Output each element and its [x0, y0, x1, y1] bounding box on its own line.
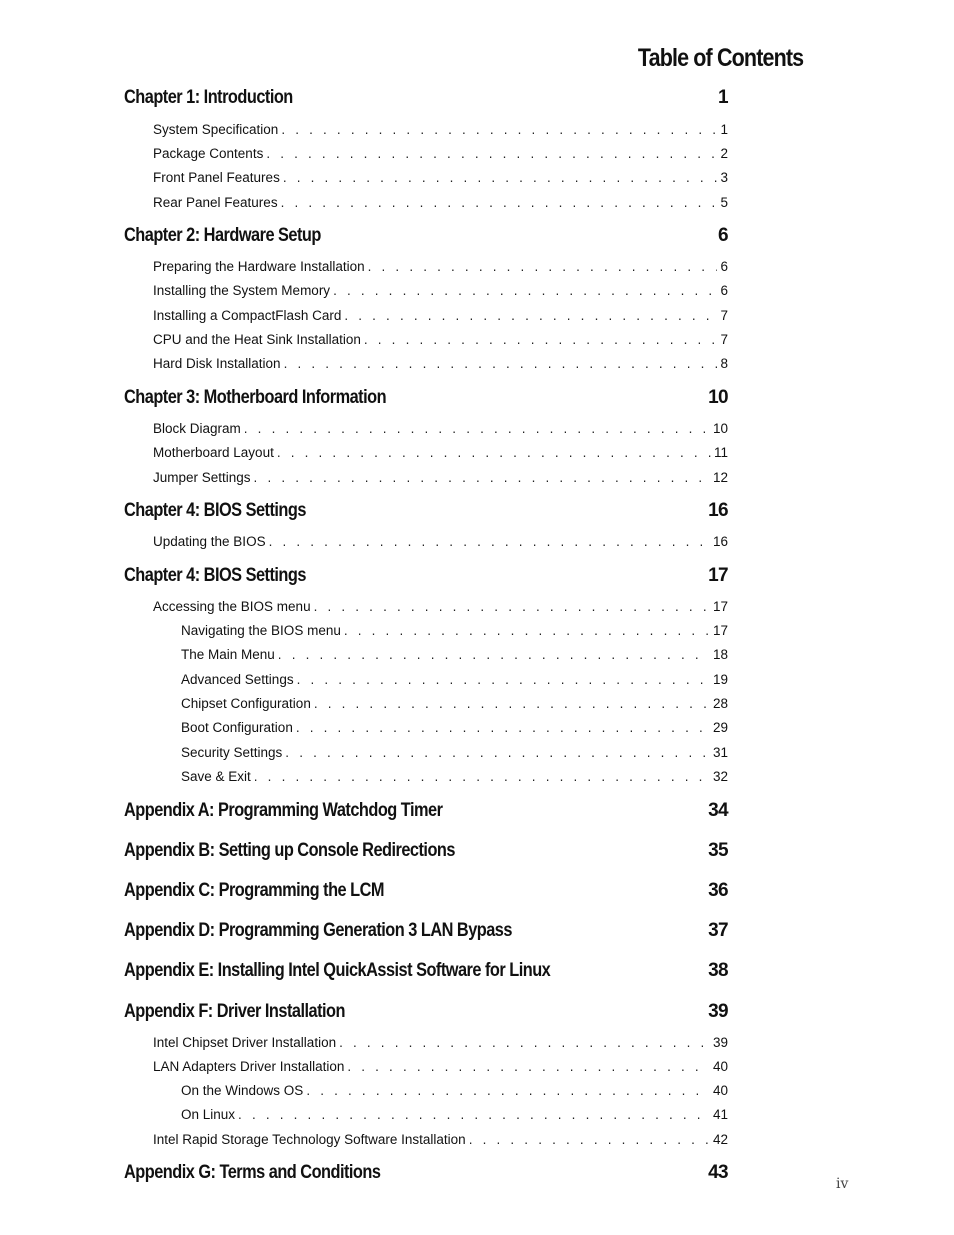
toc-entry-page: 32	[712, 769, 728, 784]
toc-entry-page: 36	[708, 880, 728, 901]
toc-entry-page: 38	[708, 960, 728, 981]
toc-dot-leader	[344, 623, 710, 638]
toc-dot-leader	[364, 332, 718, 347]
toc-dot-leader	[281, 195, 718, 210]
toc-section-entry[interactable]	[181, 647, 728, 662]
toc-entry-label: LAN Adapters Driver Installation	[153, 1059, 345, 1074]
toc-entry-page: 28	[712, 696, 728, 711]
toc-chapter-entry[interactable]	[124, 500, 728, 522]
toc-entry-page: 11	[713, 445, 728, 460]
toc-dot-leader	[281, 122, 717, 137]
toc-entry-page: 3	[720, 170, 728, 185]
toc-dot-leader	[339, 1035, 710, 1050]
toc-entry-label: System Specification	[153, 122, 279, 137]
toc-section-entry[interactable]	[153, 283, 728, 298]
toc-entry-label: Motherboard Layout	[153, 445, 274, 460]
toc-entry-label: Block Diagram	[153, 421, 241, 436]
toc-section-entry[interactable]	[153, 421, 728, 436]
toc-dot-leader	[277, 445, 711, 460]
toc-entry-label: Security Settings	[181, 745, 283, 760]
toc-entry-page: 10	[708, 387, 728, 408]
toc-entry-label: Chapter 3: Motherboard Information	[124, 387, 387, 408]
toc-chapter-entry[interactable]	[124, 880, 728, 902]
toc-entry-label: Installing a CompactFlash Card	[153, 308, 342, 323]
toc-entry-label: Advanced Settings	[181, 672, 294, 687]
toc-entry-label: Preparing the Hardware Installation	[153, 259, 365, 274]
toc-chapter-entry[interactable]	[124, 960, 728, 982]
toc-entry-page: 42	[712, 1132, 728, 1147]
toc-dot-leader	[469, 1132, 710, 1147]
toc-entry-label: Updating the BIOS	[153, 534, 266, 549]
toc-section-entry[interactable]	[153, 356, 728, 371]
toc-entry-label: Appendix F: Driver Installation	[124, 1001, 345, 1022]
toc-dot-leader	[314, 696, 710, 711]
toc-entry-page: 5	[720, 195, 728, 210]
toc-entry-label: Navigating the BIOS menu	[181, 623, 341, 638]
toc-section-entry[interactable]	[153, 195, 728, 210]
toc-dot-leader	[296, 720, 710, 735]
toc-section-entry[interactable]	[181, 1107, 728, 1122]
toc-section-entry[interactable]	[153, 170, 728, 185]
toc-section-entry[interactable]	[181, 623, 728, 638]
toc-section-entry[interactable]	[153, 445, 728, 460]
toc-entry-page: 18	[712, 647, 728, 662]
toc-entry-page: 43	[708, 1162, 728, 1183]
toc-entry-page: 35	[708, 840, 728, 861]
toc-entry-label: Appendix B: Setting up Console Redirections	[124, 840, 455, 861]
toc-chapter-entry[interactable]	[124, 565, 728, 587]
toc-dot-leader	[266, 146, 717, 161]
toc-dot-leader	[333, 283, 717, 298]
toc-entry-page: 6	[718, 225, 728, 246]
toc-entry-page: 40	[712, 1059, 728, 1074]
toc-dot-leader	[238, 1107, 710, 1122]
toc-section-entry[interactable]	[181, 769, 728, 784]
toc-entry-label: Boot Configuration	[181, 720, 293, 735]
toc-chapter-entry[interactable]	[124, 840, 728, 862]
toc-entry-label: Jumper Settings	[153, 470, 251, 485]
toc-dot-leader	[306, 1083, 710, 1098]
toc-entry-label: The Main Menu	[181, 647, 275, 662]
toc-dot-leader	[254, 470, 710, 485]
toc-entry-page: 17	[708, 565, 728, 586]
toc-chapter-entry[interactable]	[124, 1162, 728, 1184]
toc-chapter-entry[interactable]	[124, 87, 728, 109]
toc-entry-page: 16	[712, 534, 728, 549]
toc-entry-page: 17	[712, 599, 728, 614]
toc-section-entry[interactable]	[153, 332, 728, 347]
toc-dot-leader	[254, 769, 710, 784]
toc-entry-label: On the Windows OS	[181, 1083, 304, 1098]
toc-entry-page: 39	[712, 1035, 728, 1050]
toc-entry-page: 29	[712, 720, 728, 735]
toc-entry-page: 41	[712, 1107, 728, 1122]
toc-entry-page: 8	[720, 356, 728, 371]
toc-entry-label: Intel Rapid Storage Technology Software Installation	[153, 1132, 466, 1147]
toc-dot-leader	[244, 421, 710, 436]
toc-section-entry[interactable]	[153, 1059, 728, 1074]
toc-entry-page: 40	[712, 1083, 728, 1098]
toc-section-entry[interactable]	[153, 534, 728, 549]
toc-section-entry[interactable]	[181, 672, 728, 687]
toc-entry-label: Installing the System Memory	[153, 283, 331, 298]
toc-entry-label: Package Contents	[153, 146, 264, 161]
toc-chapter-entry[interactable]	[124, 225, 728, 247]
toc-entry-label: Appendix D: Programming Generation 3 LAN Bypass	[124, 920, 512, 941]
page-number: iv	[836, 1176, 849, 1192]
toc-chapter-entry[interactable]	[124, 1001, 728, 1023]
toc-dot-leader	[314, 599, 710, 614]
toc-section-entry[interactable]	[181, 720, 728, 735]
toc-entry-label: Accessing the BIOS menu	[153, 599, 311, 614]
toc-section-entry[interactable]	[181, 1083, 728, 1098]
toc-entry-label: Appendix E: Installing Intel QuickAssist Software for Linux	[124, 960, 551, 981]
toc-chapter-entry[interactable]	[124, 800, 728, 822]
toc-dot-leader	[347, 1059, 710, 1074]
toc-entry-page: 1	[718, 87, 728, 108]
toc-dot-leader	[344, 308, 717, 323]
toc-entry-label: Appendix A: Programming Watchdog Timer	[124, 800, 443, 821]
toc-chapter-entry[interactable]	[124, 920, 728, 942]
toc-entry-label: Hard Disk Installation	[153, 356, 281, 371]
toc-section-entry[interactable]	[153, 122, 728, 137]
toc-entry-page: 31	[712, 745, 728, 760]
toc-entry-page: 10	[712, 421, 728, 436]
toc-dot-leader	[278, 647, 710, 662]
toc-section-entry[interactable]	[153, 599, 728, 614]
toc-entry-page: 6	[720, 259, 728, 274]
toc-dot-leader	[368, 259, 718, 274]
toc-entry-label: Save & Exit	[181, 769, 251, 784]
toc-entry-label: Chapter 4: BIOS Settings	[124, 500, 306, 521]
toc-entry-page: 39	[708, 1001, 728, 1022]
page-title: Table of Contents	[637, 44, 803, 72]
toc-entry-label: Rear Panel Features	[153, 195, 278, 210]
toc-entry-page: 1	[720, 122, 728, 137]
toc-entry-label: Appendix C: Programming the LCM	[124, 880, 384, 901]
toc-dot-leader	[269, 534, 710, 549]
toc-entry-label: Chapter 4: BIOS Settings	[124, 565, 306, 586]
toc-entry-page: 12	[712, 470, 728, 485]
toc-entry-label: Chapter 2: Hardware Setup	[124, 225, 321, 246]
toc-dot-leader	[285, 745, 710, 760]
toc-entry-label: Intel Chipset Driver Installation	[153, 1035, 337, 1050]
toc-entry-page: 6	[720, 283, 728, 298]
toc-section-entry[interactable]	[153, 1132, 728, 1147]
toc-entry-label: Front Panel Features	[153, 170, 280, 185]
toc-entry-page: 37	[708, 920, 728, 941]
toc-entry-page: 7	[720, 332, 728, 347]
toc-dot-leader	[297, 672, 710, 687]
toc-entry-label: Chipset Configuration	[181, 696, 311, 711]
toc-entry-label: CPU and the Heat Sink Installation	[153, 332, 361, 347]
toc-chapter-entry[interactable]	[124, 387, 728, 409]
toc-entry-page: 7	[720, 308, 728, 323]
toc-entry-label: Appendix G: Terms and Conditions	[124, 1162, 381, 1183]
toc-dot-leader	[283, 170, 718, 185]
toc-section-entry[interactable]	[181, 745, 728, 760]
toc-entry-label: Chapter 1: Introduction	[124, 87, 293, 108]
toc-section-entry[interactable]	[153, 146, 728, 161]
toc-section-entry[interactable]	[153, 470, 728, 485]
toc-entry-page: 17	[712, 623, 728, 638]
toc-entry-page: 19	[712, 672, 728, 687]
toc-entry-page: 16	[708, 500, 728, 521]
toc-entry-label: On Linux	[181, 1107, 236, 1122]
toc-entry-page: 2	[720, 146, 728, 161]
toc-section-entry[interactable]	[153, 308, 728, 323]
toc-dot-leader	[284, 356, 718, 371]
toc-section-entry[interactable]	[153, 1035, 728, 1050]
toc-section-entry[interactable]	[153, 259, 728, 274]
toc-section-entry[interactable]	[181, 696, 728, 711]
toc-entry-page: 34	[708, 800, 728, 821]
